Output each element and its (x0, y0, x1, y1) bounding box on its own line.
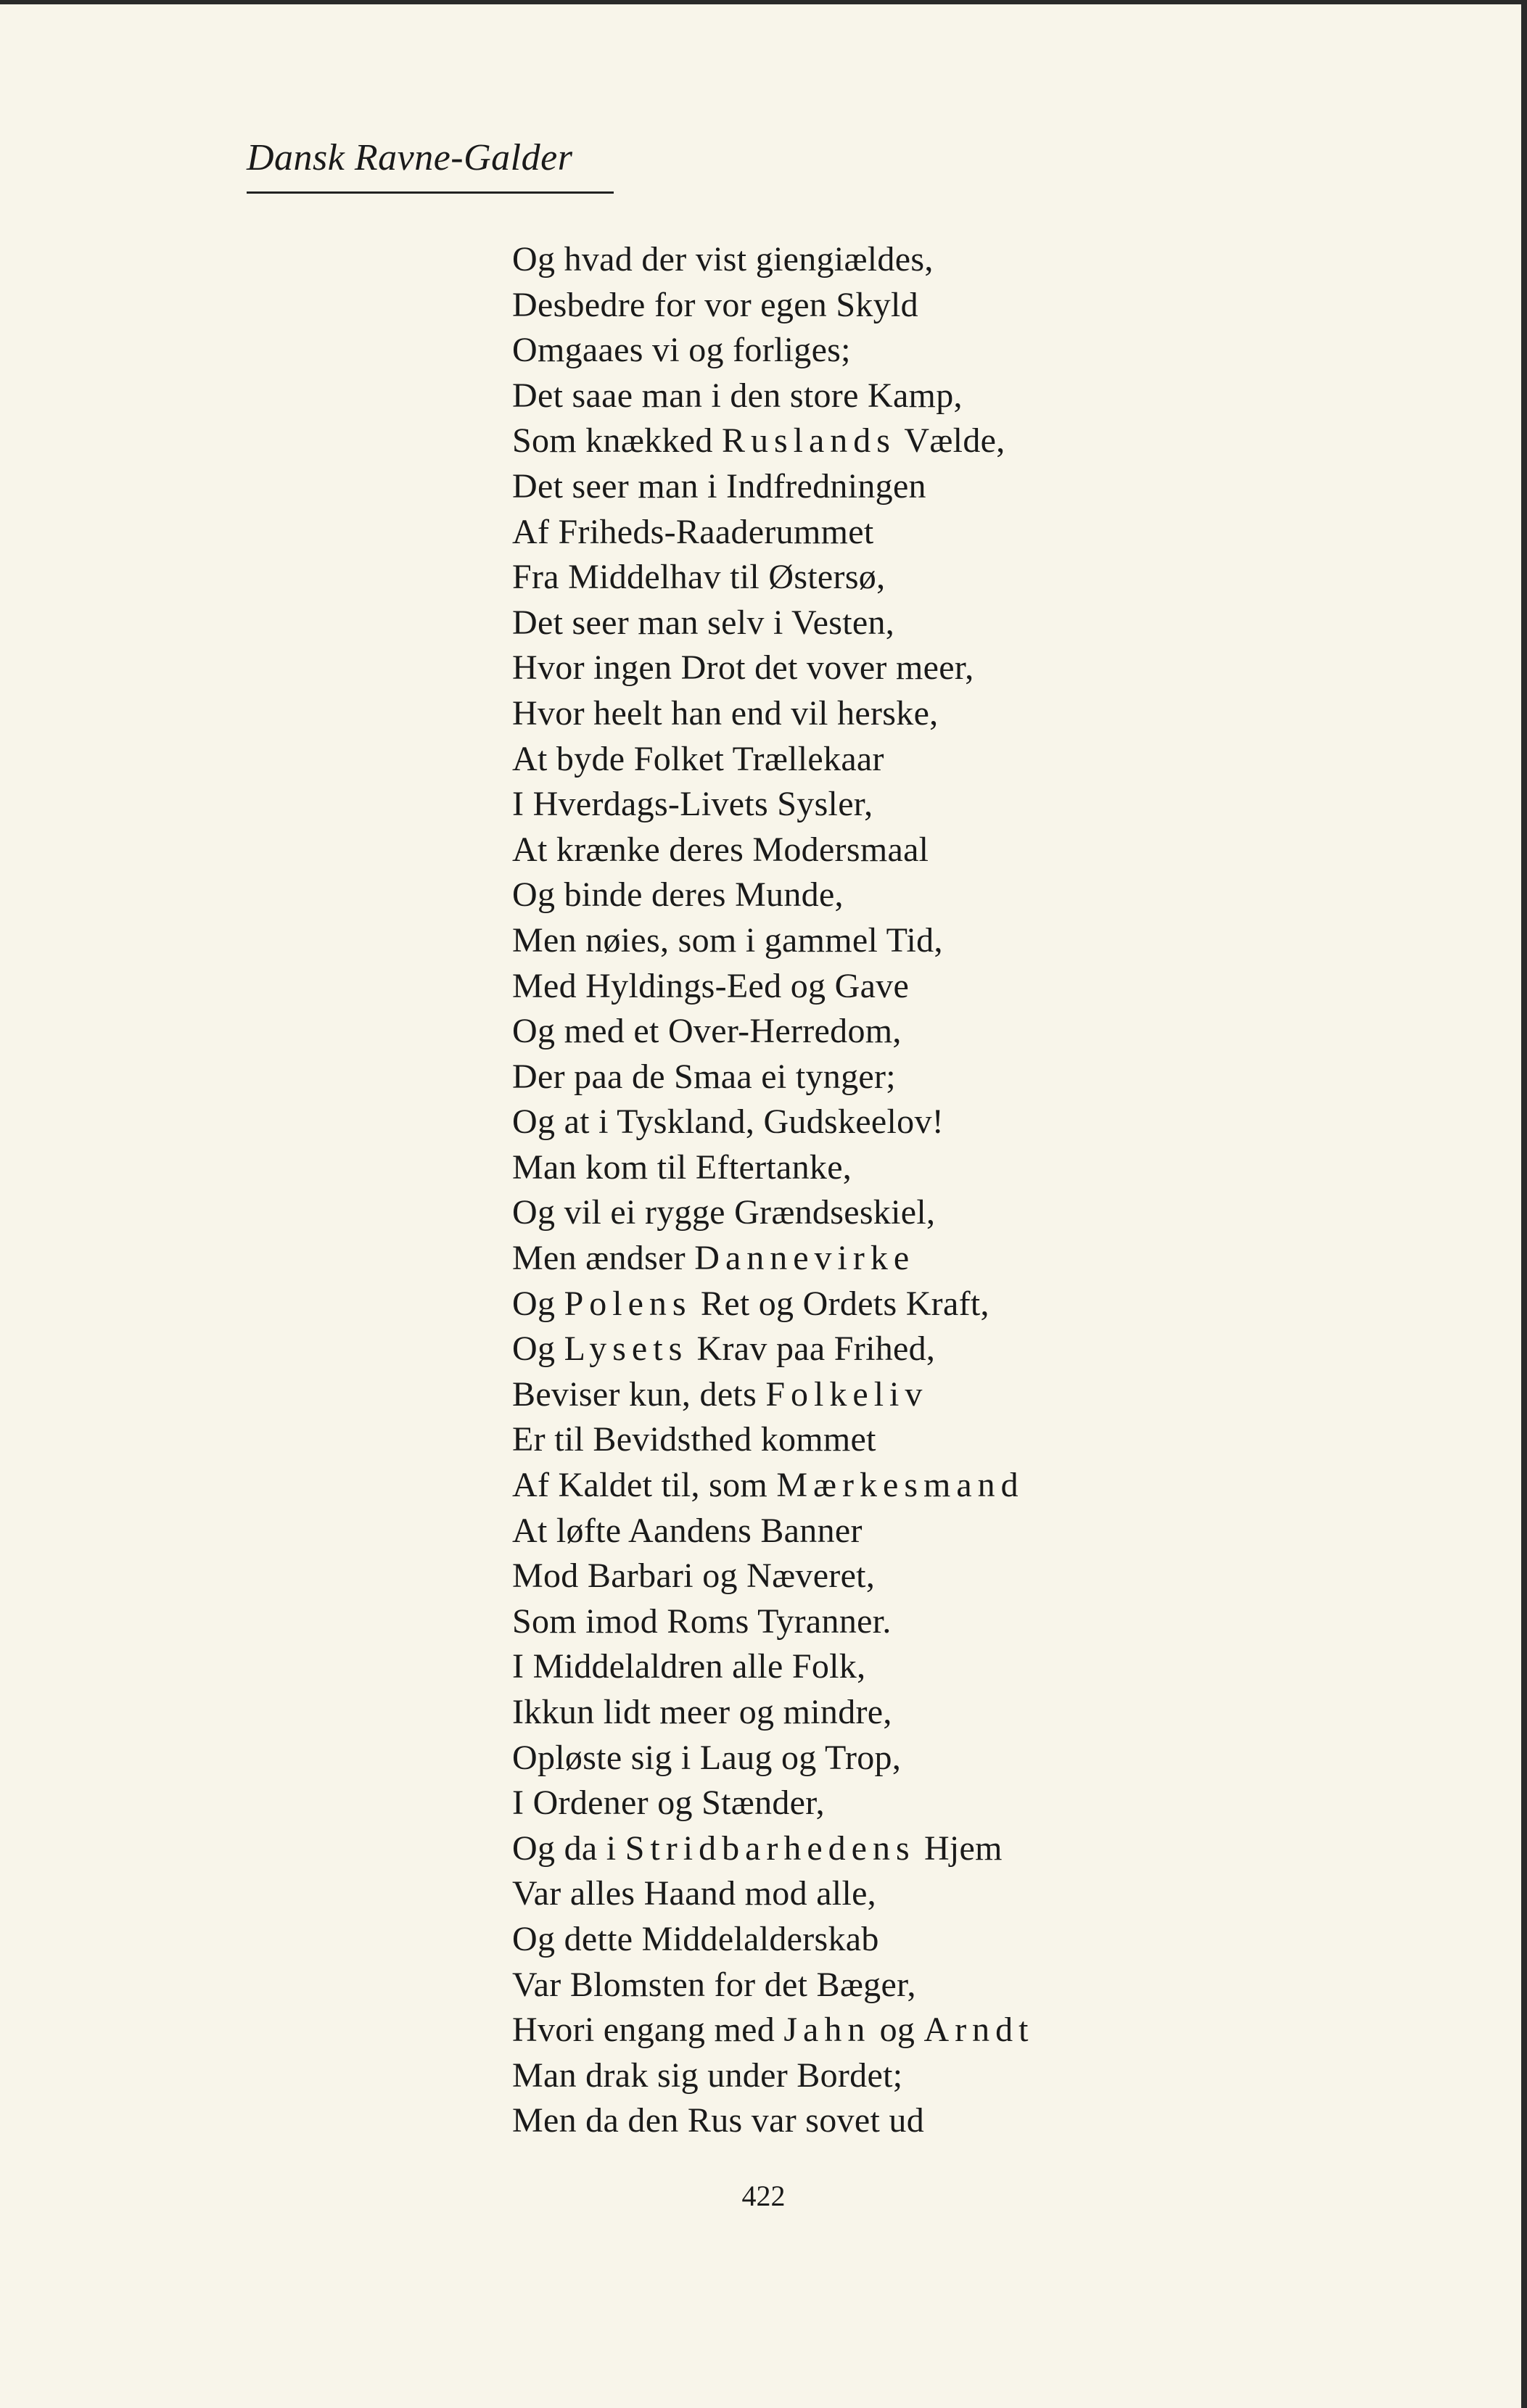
verse-line (512, 1100, 1034, 1145)
verse-text: Det seer man selv i Vesten, (512, 603, 895, 642)
verse-text: Men da den Rus var sovet ud (512, 2101, 924, 2140)
verse-line (512, 1599, 1034, 1645)
verse-block (512, 237, 1034, 2144)
running-head: Dansk Ravne-Galder (247, 137, 573, 178)
verse-line (512, 2098, 1034, 2144)
verse-text: Var alles Haand mod alle, (512, 1874, 876, 1913)
verse-line (512, 1417, 1034, 1463)
verse-line (512, 1554, 1034, 1599)
verse-line (512, 374, 1034, 419)
verse-text: Med Hyldings-Eed og Gave (512, 966, 910, 1005)
verse-text: Mod Barbari og Næveret, (512, 1556, 876, 1596)
verse-text: Og (512, 1329, 564, 1369)
verse-text: Der paa de Smaa ei tynger; (512, 1057, 896, 1096)
verse-text: Og at i Tyskland, Gudskeelov! (512, 1102, 944, 1142)
verse-text: Og dette Middelalderskab (512, 1919, 879, 1958)
verse-line (512, 1055, 1034, 1100)
verse-line (512, 1463, 1034, 1509)
verse-text: Men ændser (512, 1239, 695, 1278)
verse-line (512, 601, 1034, 646)
verse-line (512, 418, 1034, 464)
verse-line (512, 1690, 1034, 1736)
verse-text: Og med et Over-Herredom, (512, 1012, 902, 1051)
verse-text: Hvori engang med (512, 2011, 784, 2050)
verse-text: Desbedre for vor egen Skyld (512, 285, 918, 324)
verse-text: Var Blomsten for det Bæger, (512, 1965, 916, 2004)
verse-line (512, 1781, 1034, 1826)
verse-text: Hvor ingen Drot det vover meer, (512, 648, 974, 688)
spaced-emphasis: Ruslands (721, 421, 896, 461)
spaced-emphasis: Polens (564, 1284, 692, 1323)
verse-line (512, 1145, 1034, 1191)
verse-line (512, 1871, 1034, 1917)
scan-edge-right (1521, 0, 1527, 2408)
verse-line (512, 1009, 1034, 1055)
verse-text: At løfte Aandens Banner (512, 1511, 863, 1550)
verse-line (512, 1826, 1034, 1872)
verse-line (512, 1644, 1034, 1690)
verse-text: Fra Middelhav til Østersø, (512, 558, 886, 597)
spaced-emphasis: Folkeliv (765, 1374, 929, 1414)
verse-text: I Ordener og Stænder, (512, 1784, 825, 1823)
verse-text: At byde Folket Trællekaar (512, 739, 884, 778)
verse-line (512, 1236, 1034, 1282)
verse-line (512, 510, 1034, 556)
verse-line (512, 828, 1034, 873)
verse-text: Man drak sig under Bordet; (512, 2056, 903, 2095)
verse-line (512, 2008, 1034, 2053)
verse-line (512, 1736, 1034, 1781)
verse-text: og (870, 2011, 924, 2050)
verse-line (512, 918, 1034, 964)
verse-line (512, 737, 1034, 783)
spaced-emphasis: Arndt (923, 2011, 1034, 2050)
verse-line (512, 1372, 1034, 1418)
verse-text: Hvor heelt han end vil herske, (512, 693, 939, 733)
verse-text: Vælde, (895, 421, 1005, 461)
verse-text: Krav paa Frihed, (688, 1329, 936, 1369)
verse-line (512, 1917, 1034, 1963)
verse-text: Det saae man i den store Kamp, (512, 376, 963, 415)
verse-text: Ret og Ordets Kraft, (691, 1284, 989, 1323)
verse-line (512, 555, 1034, 601)
spaced-emphasis: Mærkesmand (776, 1466, 1024, 1505)
verse-line (512, 1282, 1034, 1327)
verse-text: Beviser kun, dets (512, 1374, 766, 1414)
verse-text: Men nøies, som i gammel Tid, (512, 920, 943, 960)
verse-text: Og hvad der vist giengiældes, (512, 240, 934, 279)
verse-text: I Middelaldren alle Folk, (512, 1647, 866, 1686)
scan-edge-top (0, 0, 1527, 4)
verse-line (512, 646, 1034, 691)
verse-text: Som knækked (512, 421, 722, 461)
verse-line (512, 691, 1034, 737)
verse-line (512, 283, 1034, 329)
verse-line (512, 2053, 1034, 2099)
verse-line (512, 328, 1034, 374)
verse-line (512, 1509, 1034, 1554)
running-head-rule (247, 191, 614, 194)
verse-text: Af Kaldet til, som (512, 1466, 777, 1505)
verse-text: I Hverdags-Livets Sysler, (512, 785, 873, 824)
verse-text: Og vil ei rygge Grændseskiel, (512, 1193, 936, 1232)
spaced-emphasis: Stridbarhedens (625, 1828, 915, 1868)
verse-line (512, 1327, 1034, 1372)
verse-text: Ikkun lidt meer og mindre, (512, 1693, 892, 1731)
verse-line (512, 782, 1034, 828)
verse-text: Og binde deres Munde, (512, 875, 844, 915)
verse-text: Og (512, 1284, 564, 1323)
verse-line (512, 1963, 1034, 2008)
verse-text: Af Friheds-Raaderummet (512, 512, 874, 551)
verse-text: Som imod Roms Tyranner. (512, 1601, 892, 1641)
verse-text: Man kom til Eftertanke, (512, 1147, 852, 1187)
verse-line (512, 1190, 1034, 1236)
verse-text: At krænke deres Modersmaal (512, 830, 929, 869)
verse-line (512, 464, 1034, 510)
verse-text: Det seer man i Indfredningen (512, 466, 926, 506)
verse-text: Opløste sig i Laug og Trop, (512, 1738, 902, 1777)
verse-line (512, 237, 1034, 283)
verse-line (512, 873, 1034, 918)
verse-text: Hjem (915, 1828, 1003, 1868)
verse-line (512, 964, 1034, 1010)
verse-text: Og da i (512, 1828, 625, 1868)
spaced-emphasis: Dannevirke (694, 1239, 915, 1278)
spaced-emphasis: Jahn (783, 2011, 871, 2050)
page-number: 422 (741, 2180, 786, 2212)
verse-text: Er til Bevidsthed kommet (512, 1420, 876, 1459)
verse-text: Omgaaes vi og forliges; (512, 331, 851, 370)
spaced-emphasis: Lysets (564, 1329, 688, 1369)
